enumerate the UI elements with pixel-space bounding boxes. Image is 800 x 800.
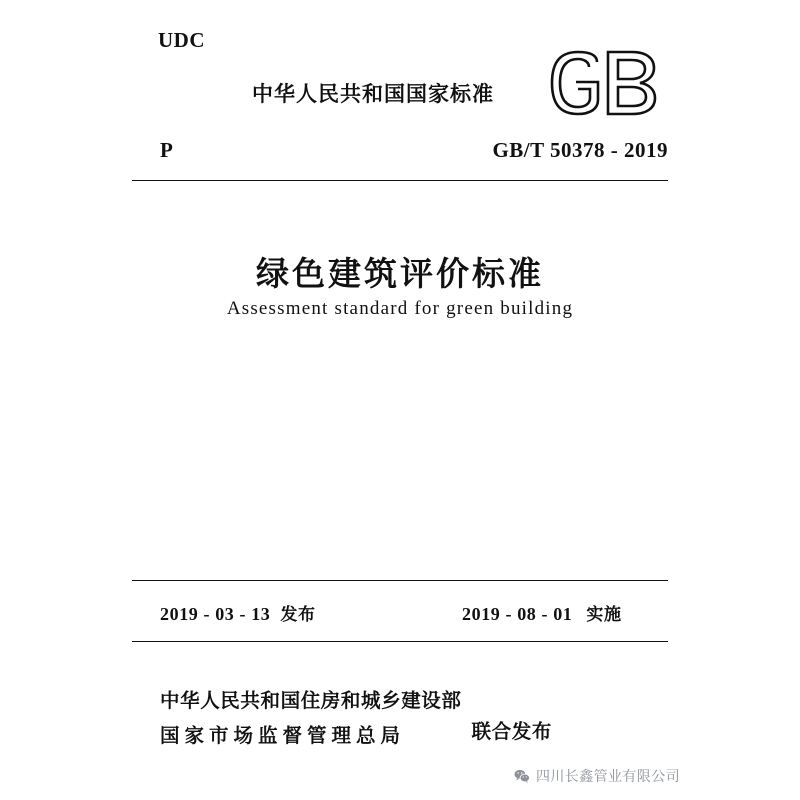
issue-date bbox=[160, 600, 316, 625]
brand-name: 四川长鑫管业有限公司 bbox=[536, 769, 680, 785]
gb-logo-icon bbox=[548, 50, 658, 116]
issuer-block bbox=[160, 685, 680, 748]
document-title-cn: 绿色建筑评价标准 bbox=[256, 254, 544, 293]
udc-label: UDC bbox=[158, 28, 205, 52]
brand-watermark bbox=[514, 766, 680, 786]
effective-date-label: 实施 bbox=[586, 605, 622, 625]
issuer-line-2: 国家市场监督管理总局 bbox=[160, 724, 406, 747]
document-title-en: Assessment standard for green building bbox=[226, 298, 574, 319]
issue-date-label: 发布 bbox=[280, 605, 316, 625]
divider-top bbox=[132, 180, 668, 181]
issue-date-value: 2019 - 03 - 13 bbox=[160, 604, 271, 624]
standard-code: GB/T 50378 - 2019 bbox=[492, 138, 668, 162]
standard-authority-title: 中华人民共和国国家标准 bbox=[252, 82, 494, 106]
effective-date bbox=[462, 600, 622, 625]
issuer-line-1: 中华人民共和国住房和城乡建设部 bbox=[160, 689, 462, 712]
classification-letter: P bbox=[160, 138, 173, 162]
wechat-icon bbox=[514, 769, 530, 783]
divider-bottom bbox=[132, 641, 668, 642]
divider-middle bbox=[132, 580, 668, 581]
joint-issue-label: 联合发布 bbox=[471, 720, 552, 743]
issuer-names bbox=[160, 685, 462, 748]
effective-date-value: 2019 - 08 - 01 bbox=[462, 604, 573, 624]
